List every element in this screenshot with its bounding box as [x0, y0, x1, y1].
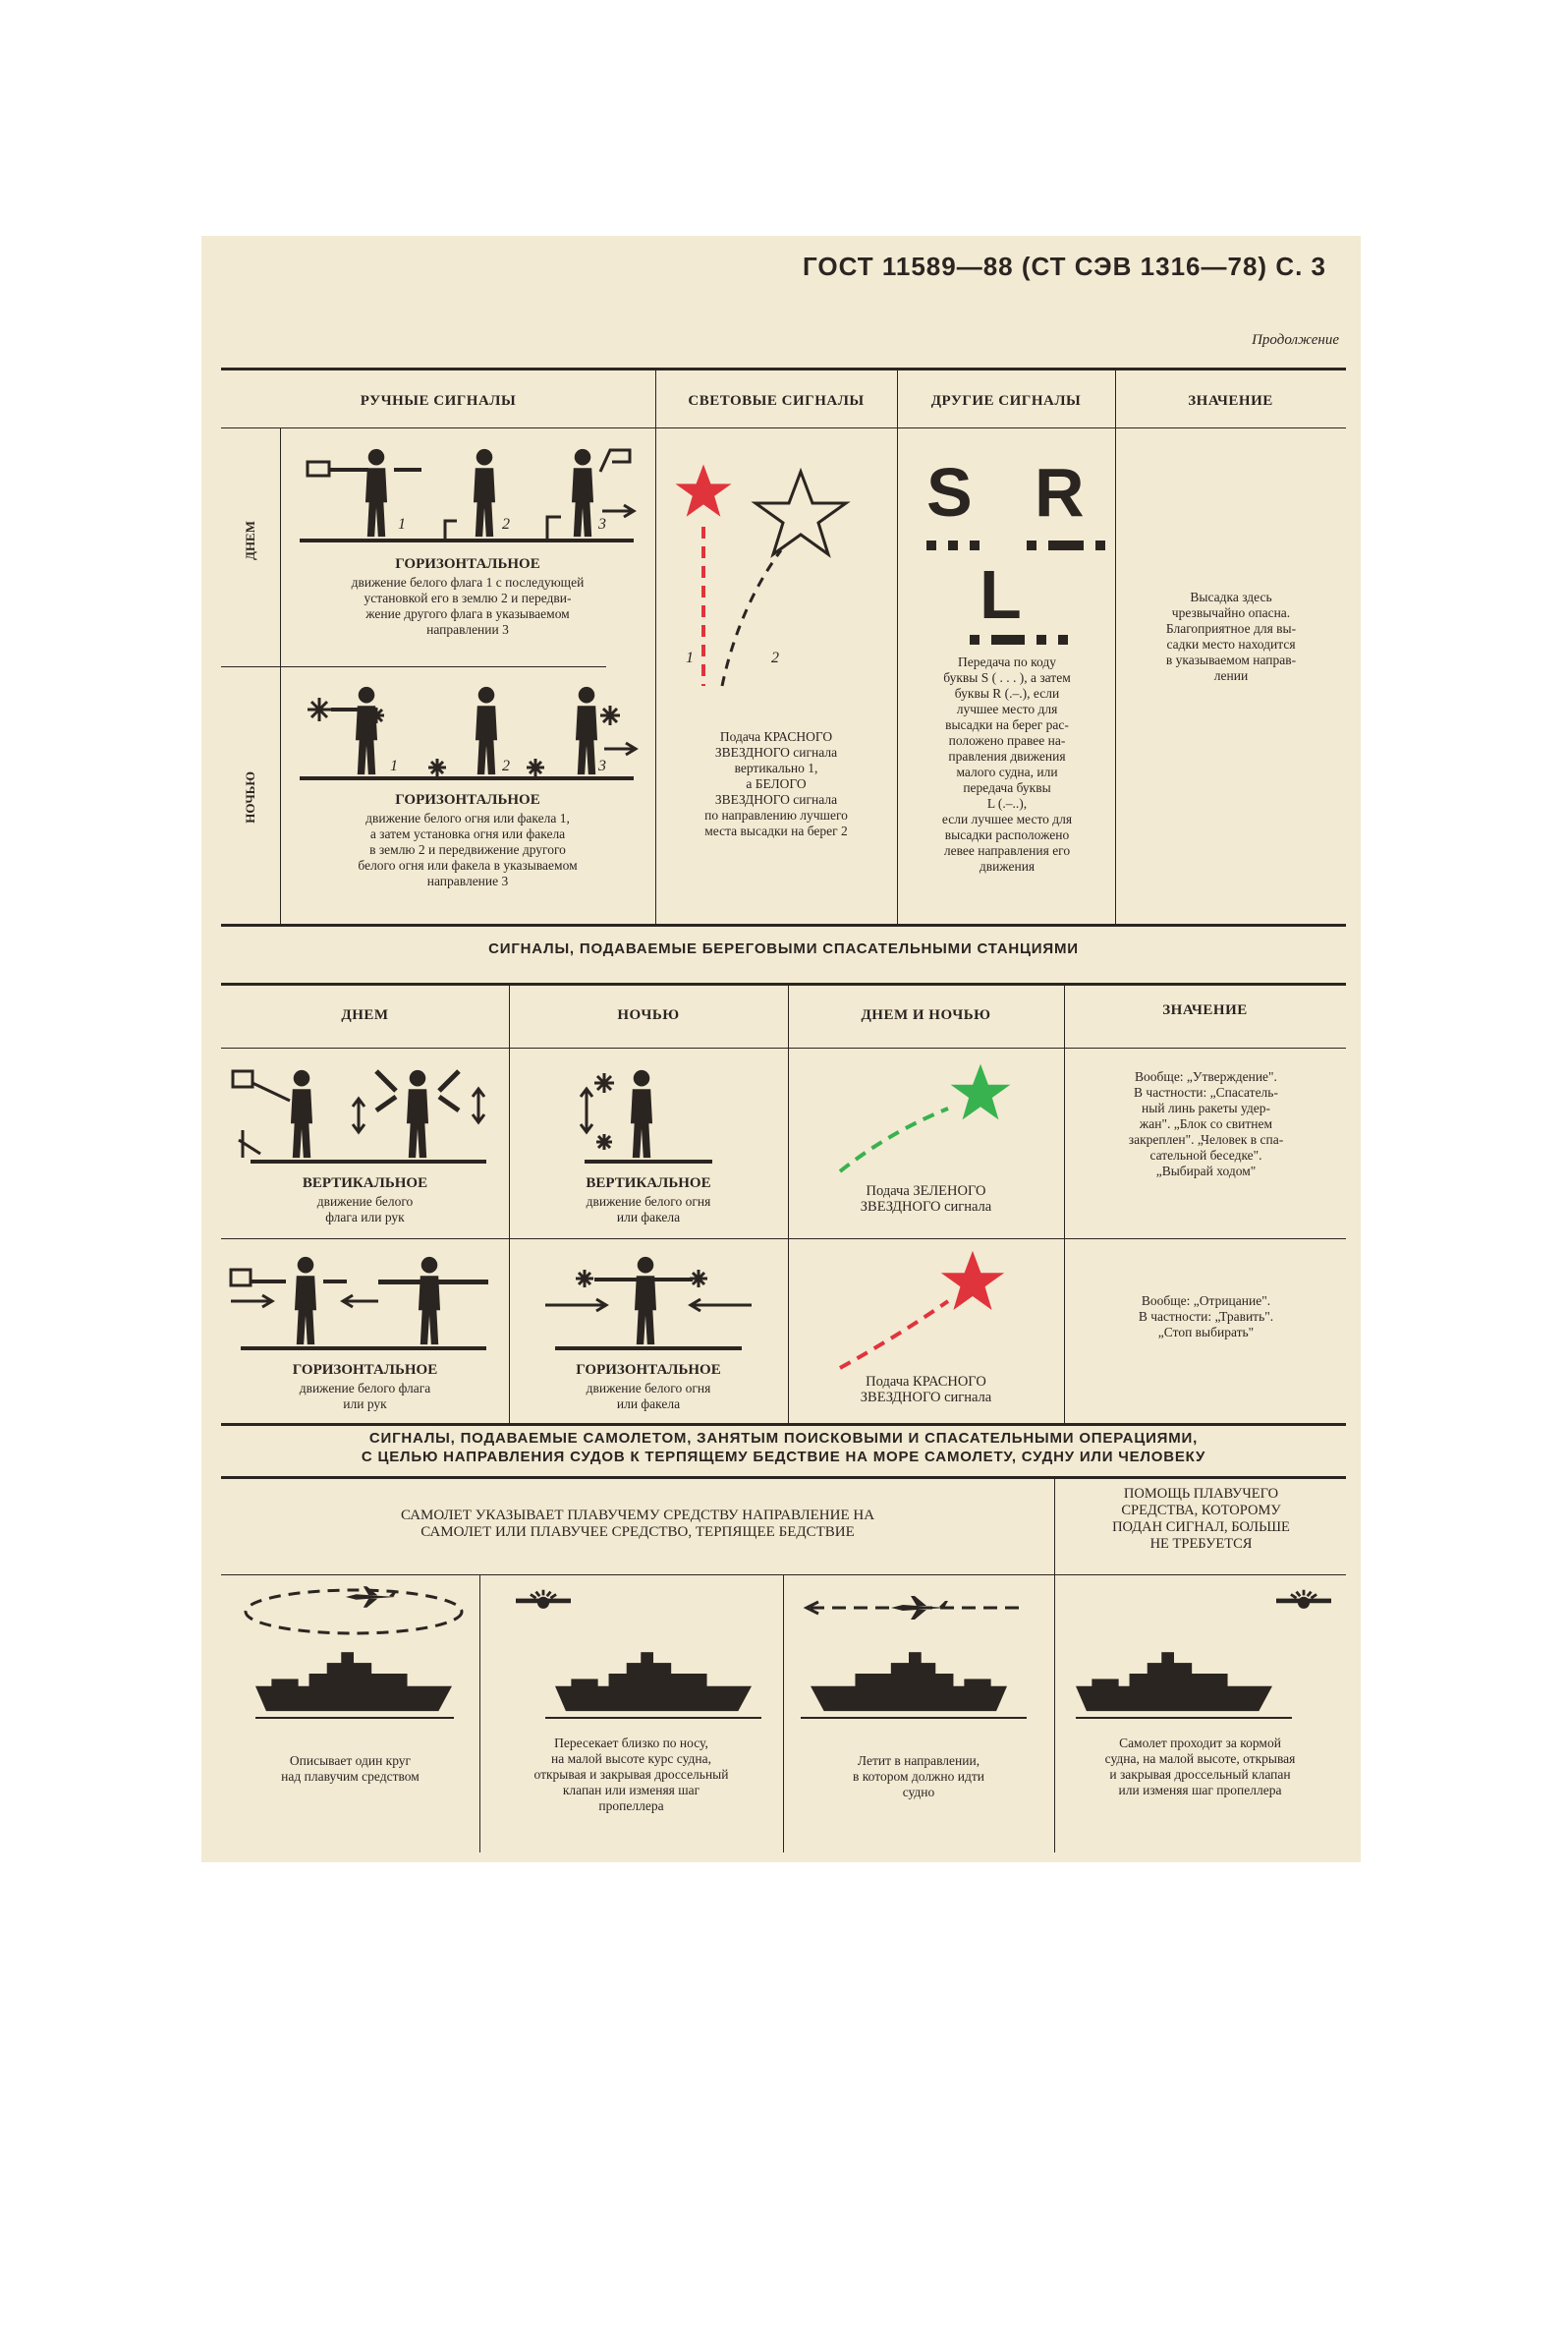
- r1-day-text: движение белого флага или рук: [316, 1194, 414, 1224]
- table1-header-rule: [221, 427, 1346, 428]
- letter-r: R: [1035, 454, 1085, 531]
- green-star-signal-icon: [801, 1061, 1056, 1179]
- manual-night-text: движение белого огня или факела 1, а затем установка огня или факела в землю 2 и передвижение другого белого огня или факела в указываемом направление 3: [358, 811, 578, 888]
- table3-top-rule: [221, 1476, 1346, 1479]
- r2-day-title: ГОРИЗОНТАЛЬНОЕ: [292, 1362, 438, 1378]
- day-num-2: 2: [502, 516, 510, 533]
- cross-bow-description: Пересекает близко по носу, на малой высоте курс судна, открывая и закрывая дроссельный клапан или изменяя шаг пропеллера: [533, 1736, 729, 1813]
- r1-day-title: ВЕРТИКАЛЬНОЕ: [302, 1175, 428, 1191]
- table2-top-rule: [221, 983, 1346, 986]
- light-num-2: 2: [771, 650, 779, 666]
- table1-bottom-rule: [221, 924, 1346, 927]
- document-header: ГОСТ 11589—88 (СТ СЭВ 1316—78) С. 3: [802, 252, 1326, 281]
- table1-col-rule-1: [655, 368, 656, 924]
- gost-page: [201, 236, 1361, 1862]
- light-num-1: 1: [686, 650, 694, 666]
- day-num-3: 3: [598, 516, 606, 533]
- col2-day-and-night: ДНЕМ И НОЧЬЮ: [861, 1007, 991, 1023]
- r2-night-text: движение белого огня или факела: [586, 1381, 711, 1411]
- assistance-not-needed-heading: ПОМОЩЬ ПЛАВУЧЕГО СРЕДСТВА, КОТОРОМУ ПОДАН СИГНАЛ, БОЛЬШЕ НЕ ТРЕБУЕТСЯ: [1112, 1486, 1290, 1552]
- aircraft-signals-heading: СИГНАЛЫ, ПОДАВАЕМЫЕ САМОЛЕТОМ, ЗАНЯТЫМ ПОИСКОВЫМИ И СПАСАТЕЛЬНЫМИ ОПЕРАЦИЯМИ, С ЦЕЛЬЮ НАПРАВЛЕНИЯ СУДОВ К ТЕРПЯЩЕМУ БЕДСТВИЕ НА МОРЕ САМОЛЕТУ, СУДНУ ИЛИ ЧЕЛОВЕКУ: [361, 1430, 1206, 1465]
- horizontal-flag-figures-icon: [231, 1248, 496, 1356]
- stern-pass-plane-icon: [1066, 1582, 1341, 1730]
- col-manual-signals: РУЧНЫЕ СИГНАЛЫ: [360, 393, 517, 409]
- r2-night-title: ГОРИЗОНТАЛЬНОЕ: [576, 1362, 721, 1378]
- r1-meaning-text: Вообще: „Утверждение". В частности: „Спасатель- ный линь ракеты удер- жан". „Блок со свитнем закреплен". „Человек в спа- сательной беседке". „Выбирай ходом": [1128, 1069, 1284, 1178]
- table2-col-rule-3: [1064, 983, 1065, 1423]
- vertical-flag-figures-icon: [231, 1061, 496, 1169]
- table2-bottom-rule: [221, 1423, 1346, 1426]
- day-num-1: 1: [398, 516, 406, 533]
- manual-day-text: движение белого флага 1 с последующей установкой его в землю 2 и передви- жение другого флага в указываемом направлении 3: [351, 575, 585, 637]
- continuation-label: Продолжение: [1252, 332, 1339, 348]
- table1-row-divider: [221, 666, 606, 667]
- row-day-label: ДНЕМ: [243, 521, 257, 560]
- stern-pass-description: Самолет проходит за кормой судна, на малой высоте, открывая и закрывая дроссельный клапан или изменяя шаг пропеллера: [1104, 1736, 1296, 1797]
- vertical-light-figure-icon: [526, 1061, 771, 1169]
- direction-plane-icon: [791, 1582, 1046, 1730]
- table1-col-rule-3: [1115, 368, 1116, 924]
- r1-night-text: движение белого огня или факела: [586, 1194, 711, 1224]
- table1-side-rule: [280, 427, 281, 924]
- table2-header-rule: [221, 1048, 1346, 1049]
- night-num-1: 1: [390, 758, 398, 774]
- col-other-signals: ДРУГИЕ СИГНАЛЫ: [930, 393, 1082, 409]
- table1-col-rule-2: [897, 368, 898, 924]
- r2-day-text: движение белого флага или рук: [299, 1381, 431, 1411]
- direction-description: Летит в направлении, в котором должно идти судно: [853, 1753, 984, 1799]
- col-light-signals: СВЕТОВЫЕ СИГНАЛЫ: [688, 393, 865, 409]
- table2-row-rule: [221, 1238, 1346, 1239]
- r2-both-text: Подача КРАСНОГО ЗВЕЗДНОГО сигнала: [860, 1374, 992, 1405]
- red-star-signal-icon: [801, 1248, 1056, 1376]
- r1-night-title: ВЕРТИКАЛЬНОЕ: [586, 1175, 711, 1191]
- manual-night-title: ГОРИЗОНТАЛЬНОЕ: [395, 792, 540, 808]
- light-signal-text: Подача КРАСНОГО ЗВЕЗДНОГО сигнала вертикально 1, а БЕЛОГО ЗВЕЗДНОГО сигнала по направлению лучшего места высадки на берег 2: [704, 729, 848, 838]
- col2-day: ДНЕМ: [341, 1007, 389, 1023]
- horizontal-light-figure-icon: [526, 1248, 771, 1356]
- r2-meaning-text: Вообще: „Отрицание". В частности: „Травить". „Стоп выбирать": [1138, 1293, 1274, 1339]
- table1-meaning-text: Высадка здесь чрезвычайно опасна. Благоприятное для вы- садки место находится в указываемом направ- лении: [1165, 590, 1297, 683]
- row-night-label: НОЧЬЮ: [243, 771, 257, 824]
- col2-night: НОЧЬЮ: [617, 1007, 680, 1023]
- night-num-2: 2: [502, 758, 510, 774]
- circle-description: Описывает один круг над плавучим средством: [281, 1753, 420, 1784]
- col-meaning: ЗНАЧЕНИЕ: [1188, 393, 1273, 409]
- r1-both-text: Подача ЗЕЛЕНОГО ЗВЕЗДНОГО сигнала: [860, 1183, 992, 1215]
- table3-col-rule-2: [783, 1574, 784, 1852]
- circling-plane-ship-icon: [236, 1582, 472, 1730]
- manual-day-figures-icon: [290, 442, 644, 550]
- other-signal-text: Передача по коду буквы S ( . . . ), а затем буквы R (.–.), если лучшее место для высадки на берег рас- положено правее на- правления движения малого судна, или передача буквы L (.–..), если лучшее место для высадки расположено левее направления его движения: [941, 655, 1073, 874]
- crossing-bow-plane-icon: [496, 1582, 771, 1730]
- table1-top-rule: [221, 368, 1346, 370]
- col2-meaning: ЗНАЧЕНИЕ: [1162, 1002, 1248, 1018]
- night-num-3: 3: [598, 758, 606, 774]
- manual-day-title: ГОРИЗОНТАЛЬНОЕ: [395, 556, 540, 572]
- letter-s: S: [926, 454, 973, 531]
- shore-stations-heading: СИГНАЛЫ, ПОДАВАЕМЫЕ БЕРЕГОВЫМИ СПАСАТЕЛЬНЫМИ СТАНЦИЯМИ: [488, 940, 1079, 957]
- aircraft-direction-heading: САМОЛЕТ УКАЗЫВАЕТ ПЛАВУЧЕМУ СРЕДСТВУ НАПРАВЛЕНИЕ НА САМОЛЕТ ИЛИ ПЛАВУЧЕЕ СРЕДСТВО, ТЕРПЯЩЕЕ БЕДСТВИЕ: [400, 1508, 875, 1540]
- letter-l: L: [980, 556, 1022, 633]
- manual-night-figures-icon: [290, 680, 644, 788]
